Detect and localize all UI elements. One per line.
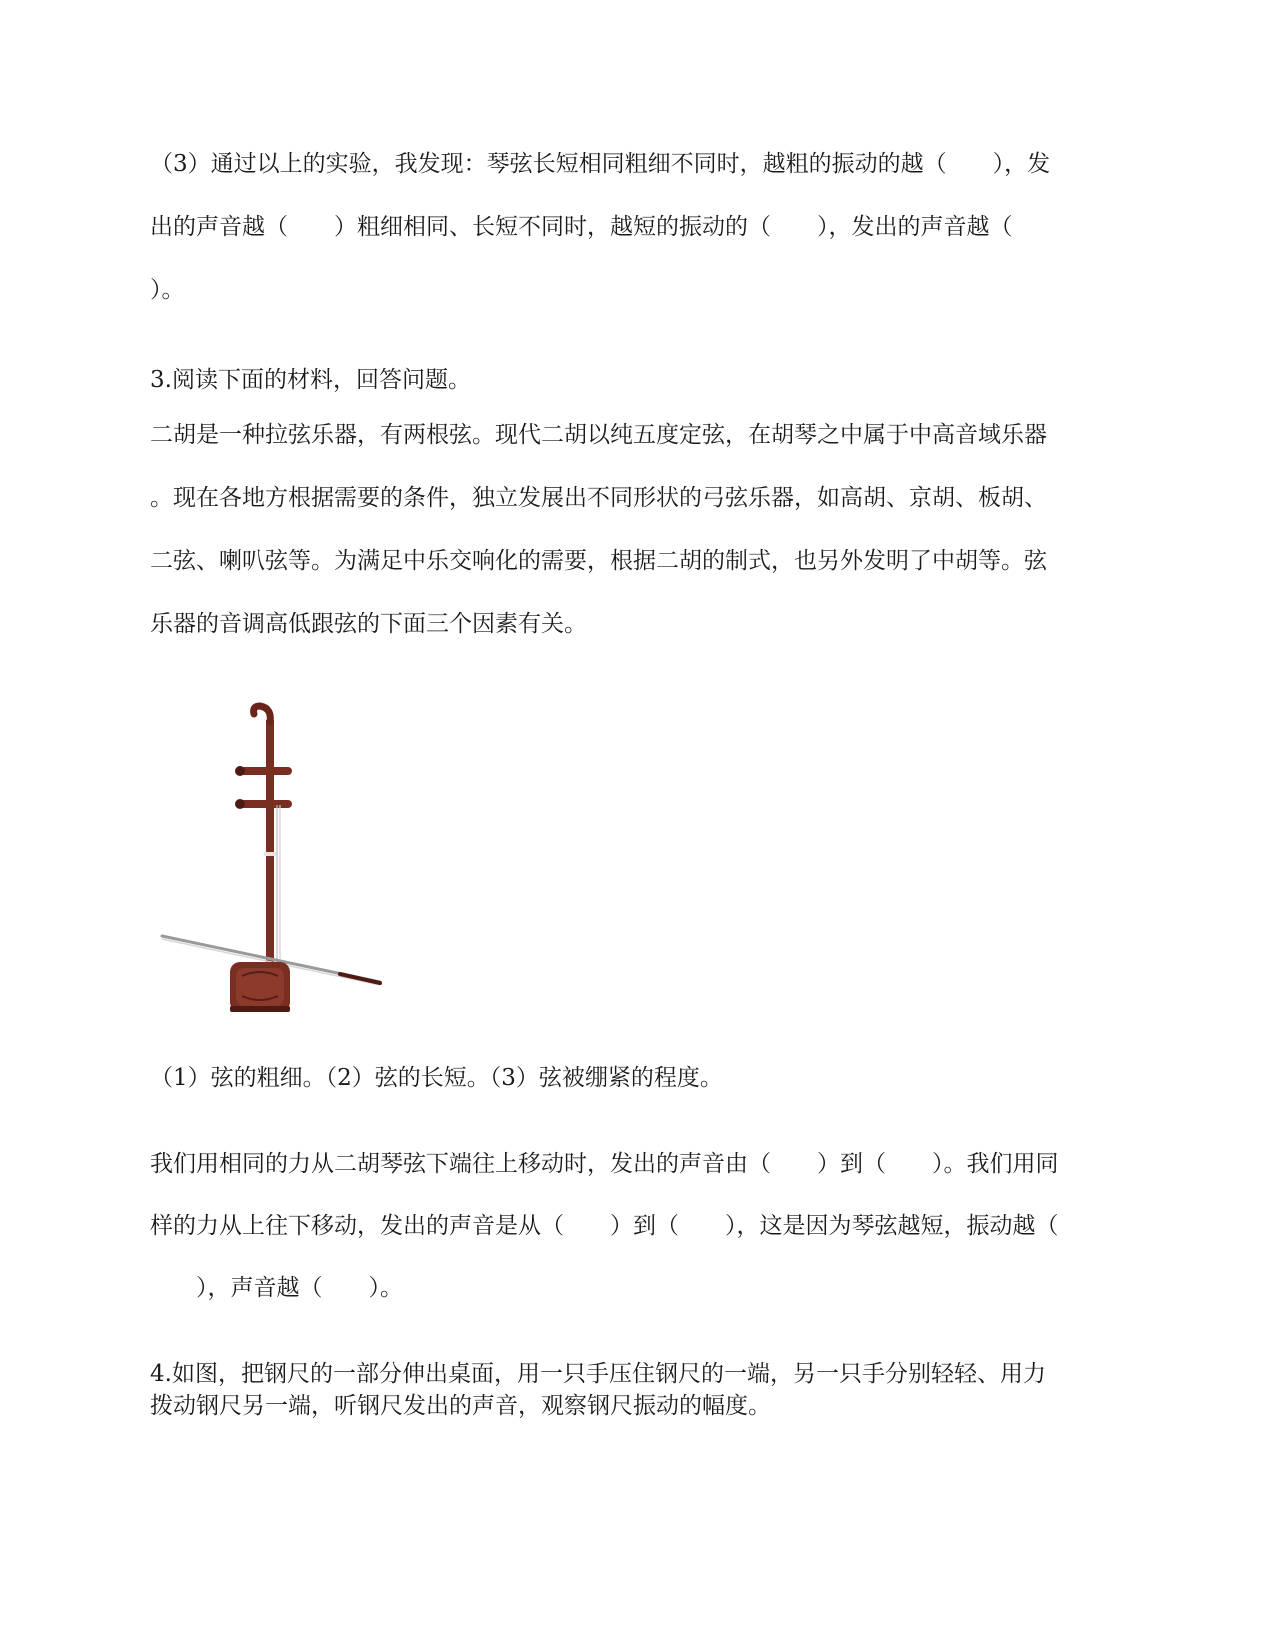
- q3-paragraph-line1: 二胡是一种拉弦乐器，有两根弦。现代二胡以纯五度定弦，在胡琴之中属于中高音域乐器: [150, 422, 1047, 448]
- q3-part3-line3: ）。: [150, 277, 185, 303]
- q3-heading: 3.阅读下面的材料，回答问题。: [150, 367, 471, 393]
- q3-part3-line2: 出的声音越（ ）粗细相同、长短不同时，越短的振动的（ ），发出的声音越（: [150, 214, 1013, 240]
- q3-part3-line1: （3）通过以上的实验，我发现：琴弦长短相同粗细不同时，越粗的振动的越（ ），发: [150, 151, 1051, 177]
- q3-paragraph-line2: 。现在各地方根据需要的条件，独立发展出不同形状的弓弦乐器，如高胡、京胡、板胡、: [150, 485, 1047, 511]
- q4-line2: 拨动钢尺另一端，听钢尺发出的声音，观察钢尺振动的幅度。: [150, 1393, 771, 1419]
- q3-factors: （1）弦的粗细。（2）弦的长短。（3）弦被绷紧的程度。: [150, 1065, 723, 1091]
- q3-paragraph-line3: 二弦、喇叭弦等。为满足中乐交响化的需要，根据二胡的制式，也另外发明了中胡等。弦: [150, 548, 1047, 574]
- q3-question-line2: 样的力从上往下移动，发出的声音是从（ ）到（ ），这是因为琴弦越短，振动越（: [150, 1213, 1059, 1239]
- q3-paragraph-line4: 乐器的音调高低跟弦的下面三个因素有关。: [150, 611, 587, 637]
- q3-question-line3: ），声音越（ ）。: [150, 1275, 403, 1301]
- q4-line1: 4.如图，把钢尺的一部分伸出桌面，用一只手压住钢尺的一端，另一只手分别轻轻、用力: [150, 1361, 1046, 1387]
- q3-question-line1: 我们用相同的力从二胡琴弦下端往上移动时，发出的声音由（ ）到（ ）。我们用同: [150, 1151, 1059, 1177]
- erhu-illustration: [160, 700, 400, 1060]
